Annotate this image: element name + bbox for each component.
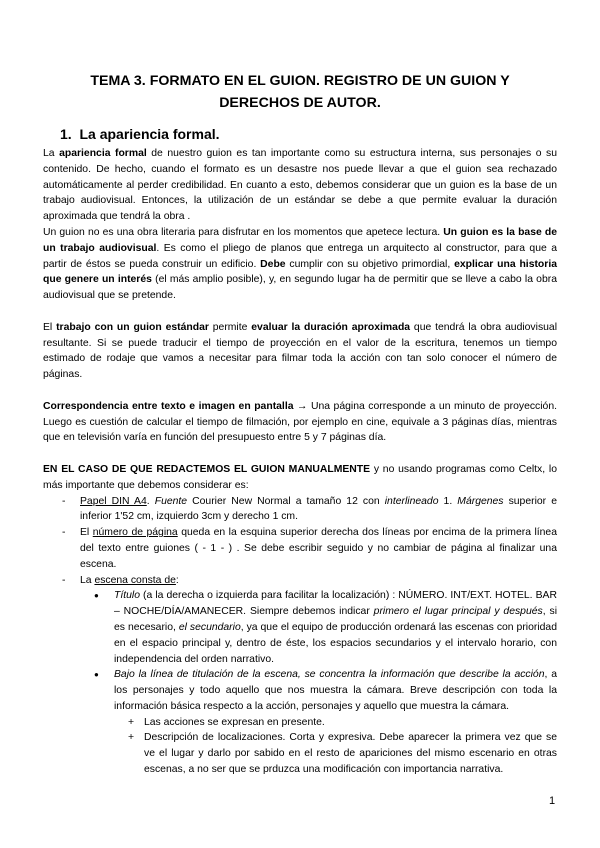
text-run: El [43,321,57,333]
list-item-paper [80,494,557,526]
paragraph-3 [43,320,557,383]
action-sublist [114,715,557,778]
scene-sublist [80,588,557,778]
text-run: que tendrá la obra audiovisual resultante. Si se puede traducir el tiempo de proyección en el valor de la escritura, tenemos un tiempo estimado de rodaje que vamos a necesitar para filmar toda la acción con tan solo conocer el número de páginas. [43,321,558,381]
italic-run: Título [114,590,140,602]
title-line-2: DERECHOS DE AUTOR. [219,95,381,111]
plus-item-locations: + Descripción de localizaciones. Corta y expresiva. Debe aparecer la primera vez que se ve el lugar y darlo por sabido en el resto de apariciones del mismo escenario en otras escenas, a no ser que se prduzca una modificación con importancia narrativa. [144,730,557,777]
italic-run: interlineado [384,495,439,507]
text-run: queda en la esquina superior derecha dos líneas por encima de la primera línea del texto entre guiones ( - 1 - ) . Se debe escribir seguido y no cambiar de página al finalizar una escena. [80,527,557,570]
document-title [60,70,540,114]
plus-item-present: + Las acciones se expresan en presente. [144,715,557,731]
text-run: 1. [438,495,458,507]
text-run: , si es necesario, [114,606,557,633]
section-title: La apariencia formal. [79,126,220,142]
document-body [43,146,557,778]
section-number: 1. [60,126,72,142]
text-run: de nuestro guion es tan importante como su estructura interna, sus personajes o su contenido. De hecho, cuando el formato es un desastre nos puede llevar a que el guion sea rechazado automáticamente al perder credibilidad. En cuanto a esto, debemos considerar que un guion es la base de un trabajo audiovisual. Entonces, la utilización de un estándar se debe a que permite evaluar la duración aproximada que tendrá la obra . [43,148,557,223]
bold-run: Un guion es la base de un trabajo audiovisual [43,226,558,254]
underlined-run: Papel DIN A4 [80,495,147,507]
text-run: y no usando programas como Celtx, lo más importante que debemos considerar es: [43,463,557,491]
bold-run: apariencia formal [59,148,147,159]
list-item-page-number [80,525,557,572]
text-run: . [146,495,155,507]
italic-run: Bajo la línea de titulación de la escena, se concentra la información que describe la acción [114,669,545,681]
text-run: (el más amplio posible), y, en segundo lugar ha de permitir que se lleve a cabo la obra audiovisual que se pretende. [43,274,557,302]
text-run: , a los personajes y todo aquello que nos muestra la cámara. Breve descripción con toda la información básica respecto a la acción, personajes y aquello que muestra la cámara. [114,669,557,712]
bold-run: EN EL CASO DE QUE REDACTEMOS EL GUION MANUALMENTE [43,463,371,475]
italic-run: Márgenes [457,495,504,507]
page-number: 1 [549,795,556,807]
italic-run: primero el lugar principal y después [373,606,543,618]
sublist-item-action [114,667,557,778]
bold-run: evaluar la duración aproximada [251,321,411,333]
text-run: superior e inferior 1'52 cm, izquierdo 3cm y derecho 1 cm. [80,495,557,523]
title-line-1: TEMA 3. FORMATO EN EL GUION. REGISTRO DE UN GUION Y [90,73,510,89]
section-heading [60,126,220,142]
text-run: . Es como el pliego de planos que entrega un arquitecto al constructor, para que a partir de éstos se pueda construir un edificio. [43,242,557,270]
bold-run: explicar una historia que genere un interés [43,258,557,286]
italic-run: Fuente [154,495,188,507]
paragraph-4 [43,399,557,446]
bold-run: Debe [260,258,286,270]
sublist-item-title [114,588,557,667]
underlined-run: número de página [92,527,178,539]
text-run: , ya que el equipo de producción ordenará las escenas con prioridad en el espacio principal y, dentro de éste, los espacios secundarios y el intervalo horario, con independencia del orden narrativo. [114,621,557,665]
underlined-run: escena consta de [94,574,176,586]
text-run: La [80,574,95,586]
paragraph-5 [43,462,557,494]
italic-run: el secundario [178,621,241,633]
text-run: cumplir con su objetivo primordial, [285,258,455,270]
list-item-scene [80,573,557,778]
text-run: (a la derecha o izquierda para facilitar la localización) : NÚMERO. INT/EXT. HOTEL. BAR – NOCHE/DÍA/AMANECER. Siempre debemos indicar [114,590,557,618]
text-run: → Una página corresponde a un minuto de proyección. Luego es cuestión de calcular el tiempo de filmación, por ejemplo en cine, equivale a 3 páginas días, mientras que en televisión varía en función del presupuesto entre 5 y 7 páginas día. [43,400,557,444]
paragraph-2 [43,225,557,304]
bold-run: trabajo con un guion estándar [56,321,209,333]
bold-run: Correspondencia entre texto e imagen en pantalla [43,400,294,412]
format-list [43,494,557,778]
text-run: : [175,574,179,586]
text-run: permite [208,321,252,333]
paragraph-1 [43,146,557,225]
text-run: Courier New Normal a tamaño 12 con [187,495,385,507]
text-run: Un guion no es una obra literaria para disfrutar en los momentos que apetece lectura. [43,226,444,238]
text-run: El [80,527,93,539]
text-run: La [43,148,60,159]
